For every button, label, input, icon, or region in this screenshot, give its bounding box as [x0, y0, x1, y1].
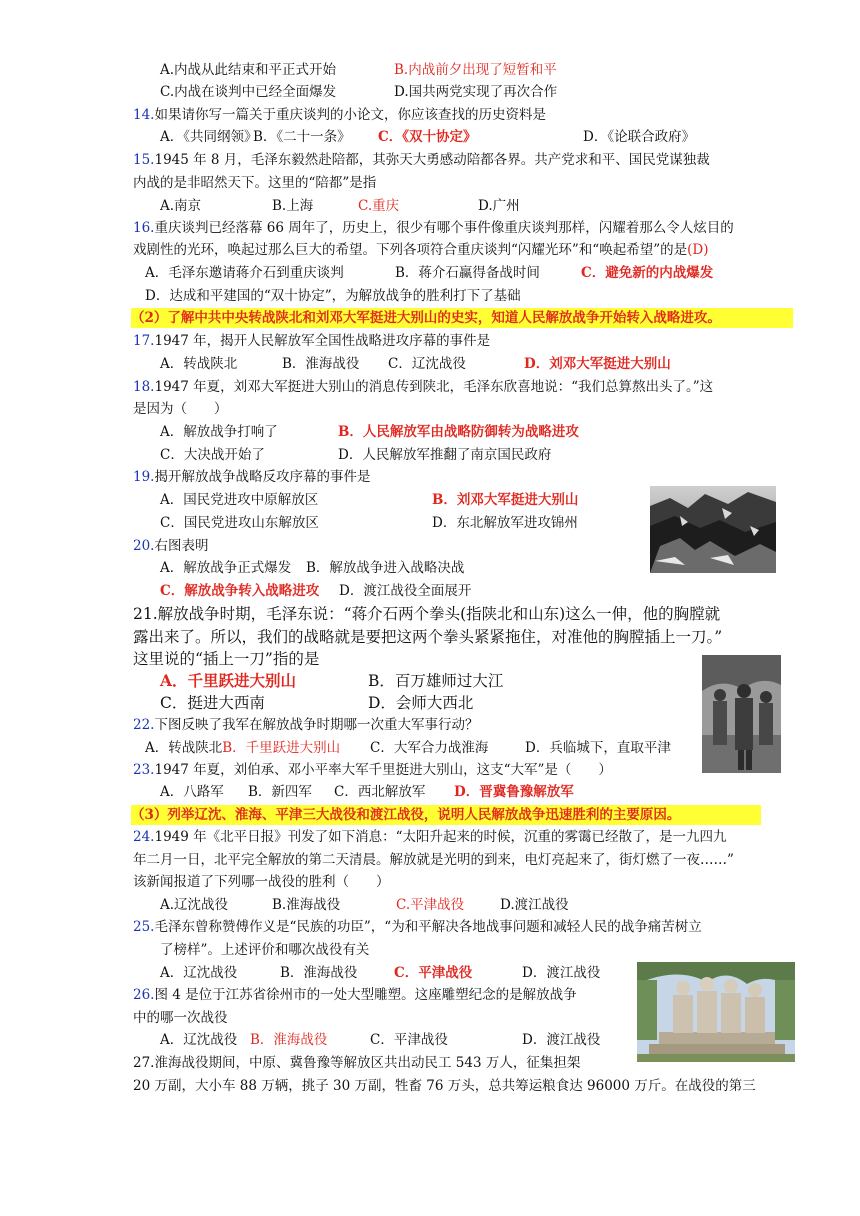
- q21-stem-2: 露出来了。所以，我们的战略就是要把这两个拳头紧紧拖住，对准他的胸膛插上一刀。”: [133, 628, 723, 646]
- q17-option-c: C．辽沈战役: [388, 356, 466, 372]
- q27-number: 27.: [133, 1055, 155, 1071]
- statue-photo-graphic: [637, 962, 795, 1062]
- q20-option-b: B．解放战争进入战略决战: [306, 560, 465, 576]
- q20-options-row-2: [160, 581, 472, 601]
- section-3-heading: （3）列举辽沈、淮海、平津三大战役和渡江战役，说明人民解放战争迅速胜利的主要原因。: [131, 805, 761, 825]
- q21-option-d: D．会师大西北: [368, 694, 474, 712]
- q15-stem-1: [133, 150, 710, 170]
- q21-text-1: 解放战争时期，毛泽东说：“蒋介石两个拳头(指陕北和山东)这么一伸，他的胸膛就: [157, 605, 721, 623]
- q14-text: 如果请你写一篇关于重庆谈判的小论文，你应该查找的历史资料是: [154, 107, 546, 123]
- q20-text: 右图表明: [154, 538, 209, 554]
- q15-option-a: A.南京: [160, 198, 202, 214]
- q24-number: 24.: [133, 829, 155, 845]
- q27-text-1: 淮海战役期间，中原、冀鲁豫等解放区共出动民工 543 万人，征集担架: [154, 1055, 581, 1071]
- q26-text-1: 图 4 是位于江苏省徐州市的一处大型雕塑。这座雕塑纪念的是解放战争: [154, 987, 577, 1003]
- q13-option-b: B.内战前夕出现了短暂和平: [394, 62, 557, 78]
- q22-option-a: A．转战陕北: [145, 740, 223, 756]
- q19-stem: [133, 467, 370, 487]
- q25-option-a: A．辽沈战役: [160, 965, 238, 981]
- q20-option-a: A．解放战争正式爆发: [160, 560, 292, 576]
- q17-number: 17.: [133, 333, 155, 349]
- q15-option-b: B.上海: [272, 198, 314, 214]
- q16-answer: (D): [687, 242, 709, 258]
- mountain-photo-graphic: [650, 486, 776, 573]
- q27-stem-2: 20 万副，大小车 88 万辆，挑子 30 万副，牲畜 76 万头，总共筹运粮食达 96000 万斤。在战役的第三: [133, 1078, 756, 1094]
- q14-number: 14.: [133, 107, 155, 123]
- q13-option-row-1: [160, 60, 557, 80]
- q16-option-c: C．避免新的内战爆发: [581, 265, 714, 281]
- q23-option-a: A．八路军: [160, 784, 224, 800]
- q22-options: [145, 738, 671, 758]
- q16-option-d: D．达成和平建国的“双十协定”，为解放战争的胜利打下了基础: [145, 288, 521, 304]
- q24-option-a: A.辽沈战役: [160, 897, 229, 913]
- q17-option-d: D．刘邓大军挺进大别山: [524, 356, 671, 372]
- q21-options-row-1: [160, 670, 504, 692]
- q26-option-d: D．渡江战役: [522, 1032, 601, 1048]
- q15-option-d: D.广州: [478, 198, 520, 214]
- q21-stem-1: [133, 603, 720, 625]
- q26-stem-1: [133, 985, 577, 1005]
- q21-options-row-2: [160, 692, 474, 714]
- q18-options-row-1: [160, 422, 579, 442]
- q15-text-1: 1945 年 8 月，毛泽东毅然赴陪都，其弥天大勇感动陪都各界。共产党求和平、国民党谋独裁: [154, 152, 710, 168]
- q16-options-row-1: [145, 263, 714, 283]
- q23-option-b: B．新四军: [248, 784, 312, 800]
- q22-text: 下图反映了我军在解放战争时期哪一次重大军事行动？: [154, 717, 479, 733]
- q22-option-b: 千里跃进大别山: [245, 740, 341, 756]
- q15-option-c: C.重庆: [358, 198, 400, 214]
- q24-options: [160, 895, 569, 915]
- q19-option-c: C．国民党进攻山东解放区: [160, 515, 319, 531]
- q18-stem-1: [133, 377, 713, 397]
- q13-option-c: C.内战在谈判中已经全面爆发: [160, 84, 337, 100]
- q24-stem-3: 该新闻报道了下列哪一战役的胜利（ ）: [133, 874, 390, 890]
- q26-options: [160, 1030, 601, 1050]
- q22-stem: [133, 715, 478, 735]
- q22-option-c: C．大军合力战淮海: [370, 740, 489, 756]
- q20-options-row-1: [160, 558, 465, 578]
- q18-option-b: B．人民解放军由战略防御转为战略进攻: [338, 424, 579, 440]
- q20-option-c: C．解放战争转入战略进攻: [160, 583, 320, 599]
- q19-text: 揭开解放战争战略反攻序幕的事件是: [154, 469, 371, 485]
- q19-option-a: A．国民党进攻中原解放区: [160, 492, 319, 508]
- q15-stem-2: 内战的是非昭然天下。这里的“陪都”是指: [133, 175, 377, 191]
- q22-option-d: D．兵临城下，直取平津: [525, 740, 671, 756]
- q16-text-2: 戏剧性的光环，唤起过那么巨大的希望。下列各项符合重庆谈判“闪耀光环”和“唤起希望”的是: [133, 242, 688, 258]
- q26-number: 26.: [133, 987, 155, 1003]
- q25-option-b: B．淮海战役: [280, 965, 358, 981]
- q16-stem-1: [133, 218, 734, 238]
- q20-number: 20.: [133, 538, 155, 554]
- q18-option-c: C．大决战开始了: [160, 447, 265, 463]
- q25-options: [160, 963, 601, 983]
- q17-option-a: A．转战陕北: [160, 356, 238, 372]
- q21-number: 21.: [133, 605, 158, 623]
- q19-number: 19.: [133, 469, 155, 485]
- soldiers-photo: [702, 655, 781, 773]
- q25-option-c: C．平津战役: [394, 965, 473, 981]
- q25-number: 25.: [133, 919, 155, 935]
- q25-text-1: 毛泽东曾称赞傅作义是“民族的功臣”，“为和平解决各地战事问题和减轻人民的战争痛苦树立: [154, 919, 702, 935]
- q24-option-d: D.渡江战役: [500, 897, 569, 913]
- q17-option-b: B．淮海战役: [282, 356, 360, 372]
- q19-options-row-1: [160, 490, 579, 510]
- q25-stem-1: [133, 917, 702, 937]
- q13-option-a: A.内战从此结束和平正式开始: [160, 62, 337, 78]
- q13-option-d: D.国共两党实现了再次合作: [394, 84, 558, 100]
- section-2-heading: （2）了解中共中央转战陕北和刘邓大军挺进大别山的史实，知道人民解放战争开始转入战略进攻。: [131, 308, 793, 328]
- q23-option-c: C．西北解放军: [334, 784, 426, 800]
- q16-number: 16.: [133, 220, 155, 236]
- q18-options-row-2: [160, 445, 552, 465]
- q16-option-b: B．蒋介石赢得备战时间: [395, 265, 540, 281]
- q24-text-1: 1949 年《北平日报》刊发了如下消息：“太阳升起来的时候，沉重的雾霭已经散了，是一九四九: [154, 829, 727, 845]
- q20-option-d: D．渡江战役全面展开: [339, 583, 472, 599]
- q18-option-d: D．人民解放军推翻了南京国民政府: [338, 447, 552, 463]
- q17-stem: [133, 331, 490, 351]
- q24-option-b: B.淮海战役: [272, 897, 341, 913]
- q18-text-1: 1947 年夏，刘邓大军挺进大别山的消息传到陕北，毛泽东欣喜地说：“我们总算熬出头了。”这: [154, 379, 714, 395]
- q14-option-c: C．《双十协定》: [378, 129, 477, 145]
- q22-option-b-letter: B．: [222, 740, 246, 756]
- q18-option-a: A．解放战争打响了: [160, 424, 278, 440]
- q21-stem-3: 这里说的“插上一刀”指的是: [133, 650, 320, 668]
- q25-stem-2: 了榜样”。上述评价和哪次战役有关: [160, 942, 370, 958]
- q26-option-a: A．辽沈战役: [160, 1032, 238, 1048]
- q19-option-b: B．刘邓大军挺进大别山: [432, 492, 579, 508]
- q18-number: 18.: [133, 379, 155, 395]
- q24-option-c: C.平津战役: [396, 897, 465, 913]
- q25-option-d: D．渡江战役: [522, 965, 601, 981]
- q16-option-a: A．毛泽东邀请蒋介石到重庆谈判: [145, 265, 344, 281]
- q16-stem-2: [133, 240, 708, 260]
- q26-option-b: B．淮海战役: [250, 1032, 328, 1048]
- q21-option-b: B．百万雄师过大江: [368, 672, 504, 690]
- q24-stem-1: [133, 827, 727, 847]
- q19-option-d: D．东北解放军进攻锦州: [432, 515, 578, 531]
- q14-stem: [133, 105, 546, 125]
- q21-option-a: A．千里跃进大别山: [160, 671, 297, 690]
- q26-option-c: C．平津战役: [370, 1032, 448, 1048]
- q17-options: [160, 354, 671, 374]
- q14-option-d: D．《论联合政府》: [583, 129, 696, 145]
- q15-options: [160, 196, 520, 216]
- q14-options: [160, 127, 696, 147]
- soldiers-photo-graphic: [702, 655, 781, 773]
- q23-options: [160, 782, 574, 802]
- q18-stem-2: 是因为（ ）: [133, 401, 228, 417]
- q20-stem: [133, 536, 208, 556]
- q27-stem-1: [133, 1053, 580, 1073]
- q14-option-b: B．《二十一条》: [253, 129, 351, 145]
- q23-option-d: D．晋冀鲁豫解放军: [454, 784, 574, 800]
- q23-stem: [133, 760, 612, 780]
- mountain-photo: [650, 486, 776, 573]
- q21-option-c: C．挺进大西南: [160, 694, 265, 712]
- q24-stem-2: 年二月一日，北平完全解放的第二天清晨。解放就是光明的到来，电灯亮起来了，街灯燃了一夜……”: [133, 852, 734, 868]
- q22-number: 22.: [133, 717, 155, 733]
- q17-text: 1947 年，揭开人民解放军全国性战略进攻序幕的事件是: [154, 333, 491, 349]
- q16-text-1: 重庆谈判已经落幕 66 周年了，历史上，很少有哪个事件像重庆谈判那样，闪耀着那么令人炫目的: [154, 220, 734, 236]
- q14-option-a: A．《共同纲领》: [160, 129, 258, 145]
- q26-stem-2: 中的哪一次战役: [133, 1010, 228, 1026]
- q19-options-row-2: [160, 513, 578, 533]
- q13-option-row-2: [160, 82, 558, 102]
- q23-text: 1947 年夏，刘伯承、邓小平率大军千里挺进大别山，这支“大军”是（ ）: [154, 762, 612, 778]
- q15-number: 15.: [133, 152, 155, 168]
- statue-photo: [637, 962, 795, 1062]
- q23-number: 23.: [133, 762, 155, 778]
